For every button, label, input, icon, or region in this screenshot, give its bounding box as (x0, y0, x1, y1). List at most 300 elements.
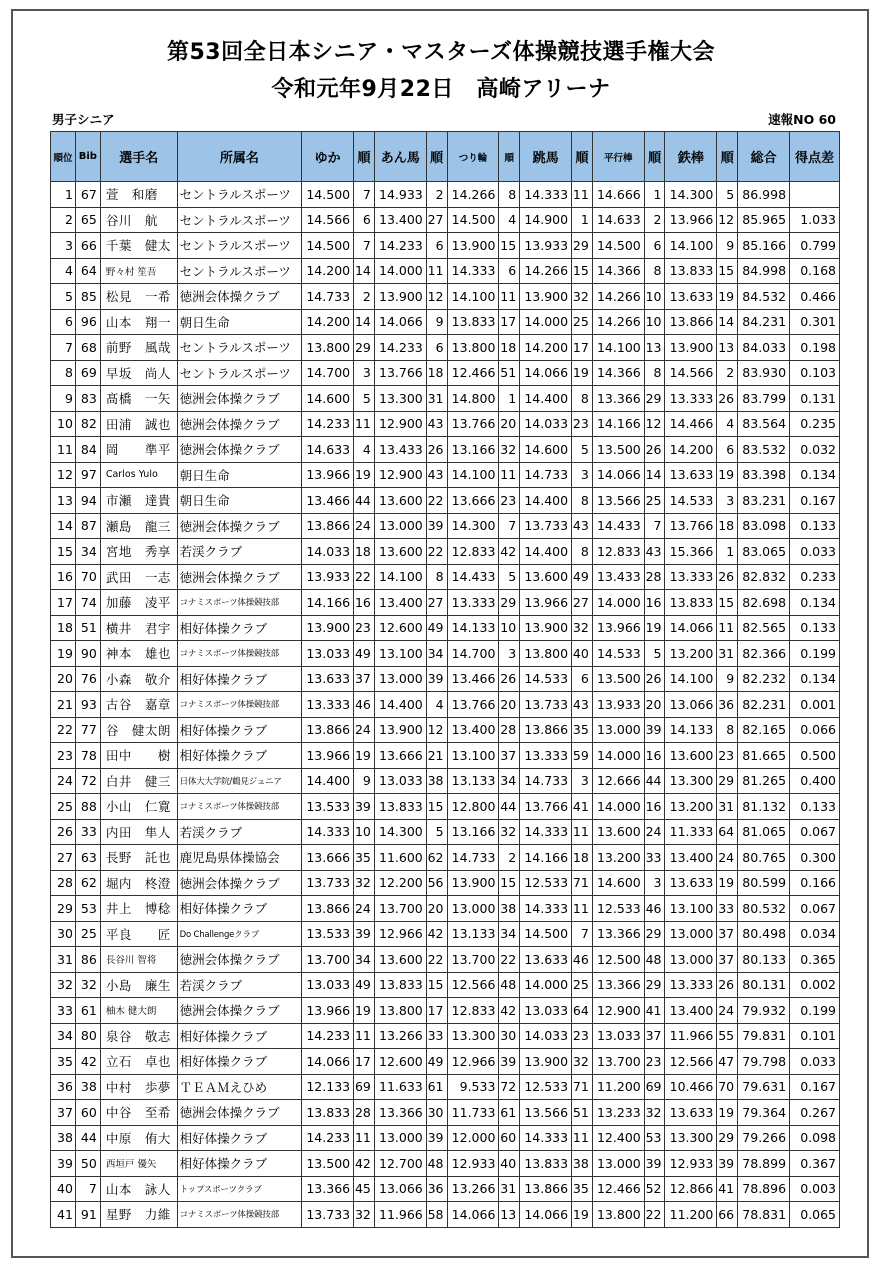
pbars-rank: 26 (644, 666, 665, 692)
pommel-score: 13.000 (374, 1125, 426, 1151)
hbar-score: 14.100 (665, 666, 717, 692)
rings-score: 12.566 (447, 972, 499, 998)
total-score: 83.231 (738, 488, 790, 514)
total-score: 82.366 (738, 641, 790, 667)
total-score: 86.998 (738, 182, 790, 208)
athlete-name: 谷川 航 (100, 207, 177, 233)
pbars-score: 13.500 (592, 437, 644, 463)
floor-score: 14.500 (302, 182, 354, 208)
bib-cell: 70 (75, 564, 100, 590)
pbars-rank: 8 (644, 258, 665, 284)
rings-rank: 20 (499, 411, 520, 437)
score-diff: 0.103 (790, 360, 840, 386)
rings-rank: 10 (499, 615, 520, 641)
athlete-name: 小山 仁寛 (100, 794, 177, 820)
pbars-score: 14.433 (592, 513, 644, 539)
table-row (51, 1151, 840, 1177)
bib-cell: 78 (75, 743, 100, 769)
hbar-score: 12.866 (665, 1176, 717, 1202)
team-name: 徳洲会体操クラブ (177, 564, 302, 590)
table-row (51, 590, 840, 616)
vault-score: 14.533 (520, 666, 572, 692)
athlete-name: 柚木 健大朗 (100, 998, 177, 1024)
pbars-rank: 33 (644, 845, 665, 871)
rings-score: 12.833 (447, 998, 499, 1024)
rank-cell: 13 (51, 488, 76, 514)
header-floor-rank: 順 (354, 132, 375, 182)
pbars-rank: 39 (644, 1151, 665, 1177)
rings-rank: 30 (499, 1023, 520, 1049)
rings-rank: 37 (499, 743, 520, 769)
score-diff: 0.033 (790, 1049, 840, 1075)
team-name: 徳洲会体操クラブ (177, 998, 302, 1024)
floor-score: 13.700 (302, 947, 354, 973)
table-row (51, 309, 840, 335)
vault-score: 12.533 (520, 870, 572, 896)
pbars-score: 13.233 (592, 1100, 644, 1126)
bib-cell: 82 (75, 411, 100, 437)
pommel-rank: 49 (426, 615, 447, 641)
pbars-score: 14.633 (592, 207, 644, 233)
vault-score: 14.000 (520, 309, 572, 335)
score-diff: 0.065 (790, 1202, 840, 1228)
rank-cell: 21 (51, 692, 76, 718)
athlete-name: 山本 翔一 (100, 309, 177, 335)
header-floor: ゆか (302, 132, 354, 182)
bib-cell: 77 (75, 717, 100, 743)
vault-score: 13.733 (520, 513, 572, 539)
rings-score: 13.766 (447, 411, 499, 437)
pommel-rank: 9 (426, 309, 447, 335)
floor-rank: 39 (354, 794, 375, 820)
rings-rank: 2 (499, 845, 520, 871)
pommel-score: 11.966 (374, 1202, 426, 1228)
vault-score: 13.866 (520, 717, 572, 743)
vault-rank: 11 (572, 896, 593, 922)
floor-score: 14.066 (302, 1049, 354, 1075)
pbars-score: 13.200 (592, 845, 644, 871)
pommel-score: 13.900 (374, 284, 426, 310)
athlete-name: 前野 風哉 (100, 335, 177, 361)
floor-rank: 11 (354, 1023, 375, 1049)
vault-score: 14.600 (520, 437, 572, 463)
pbars-score: 14.666 (592, 182, 644, 208)
rings-rank: 7 (499, 513, 520, 539)
floor-score: 13.866 (302, 513, 354, 539)
score-diff: 0.131 (790, 386, 840, 412)
rings-score: 12.466 (447, 360, 499, 386)
pbars-score: 11.200 (592, 1074, 644, 1100)
hbar-score: 13.633 (665, 462, 717, 488)
floor-score: 14.233 (302, 1023, 354, 1049)
rings-rank: 13 (499, 1202, 520, 1228)
pommel-rank: 11 (426, 258, 447, 284)
team-name: 徳洲会体操クラブ (177, 1100, 302, 1126)
total-score: 79.631 (738, 1074, 790, 1100)
bib-cell: 87 (75, 513, 100, 539)
floor-rank: 37 (354, 666, 375, 692)
athlete-name: 長野 託也 (100, 845, 177, 871)
pommel-rank: 21 (426, 743, 447, 769)
rank-cell: 34 (51, 1023, 76, 1049)
bib-cell: 33 (75, 819, 100, 845)
rings-score: 9.533 (447, 1074, 499, 1100)
team-name: 若渓クラブ (177, 539, 302, 565)
table-row (51, 360, 840, 386)
vault-rank: 19 (572, 1202, 593, 1228)
rank-cell: 37 (51, 1100, 76, 1126)
total-score: 79.266 (738, 1125, 790, 1151)
vault-score: 13.733 (520, 692, 572, 718)
hbar-rank: 36 (717, 692, 738, 718)
header-rank: 順位 (51, 132, 76, 182)
rank-cell: 40 (51, 1176, 76, 1202)
hbar-score: 13.200 (665, 641, 717, 667)
pommel-rank: 39 (426, 1125, 447, 1151)
total-score: 82.231 (738, 692, 790, 718)
pommel-rank: 39 (426, 513, 447, 539)
vault-rank: 27 (572, 590, 593, 616)
vault-score: 14.166 (520, 845, 572, 871)
rings-score: 12.833 (447, 539, 499, 565)
floor-rank: 69 (354, 1074, 375, 1100)
athlete-name: 泉谷 敬志 (100, 1023, 177, 1049)
floor-rank: 32 (354, 870, 375, 896)
score-diff: 0.235 (790, 411, 840, 437)
athlete-name: 中村 歩夢 (100, 1074, 177, 1100)
rings-score: 13.133 (447, 921, 499, 947)
floor-rank: 29 (354, 335, 375, 361)
rings-rank: 11 (499, 284, 520, 310)
rings-rank: 32 (499, 437, 520, 463)
rings-score: 13.300 (447, 1023, 499, 1049)
pbars-score: 13.033 (592, 1023, 644, 1049)
total-score: 84.033 (738, 335, 790, 361)
bib-cell: 66 (75, 233, 100, 259)
event-date-venue: 令和元年9月22日 高崎アリーナ (271, 77, 611, 102)
vault-score: 14.733 (520, 768, 572, 794)
floor-score: 13.033 (302, 972, 354, 998)
score-diff: 0.133 (790, 615, 840, 641)
rank-cell: 26 (51, 819, 76, 845)
hbar-score: 14.066 (665, 615, 717, 641)
rings-score: 14.100 (447, 462, 499, 488)
rings-rank: 15 (499, 233, 520, 259)
pbars-score: 13.800 (592, 1202, 644, 1228)
floor-rank: 44 (354, 488, 375, 514)
hbar-rank: 9 (717, 233, 738, 259)
vault-score: 13.933 (520, 233, 572, 259)
pommel-rank: 27 (426, 207, 447, 233)
bib-cell: 53 (75, 896, 100, 922)
pommel-rank: 6 (426, 335, 447, 361)
bib-cell: 74 (75, 590, 100, 616)
pommel-rank: 42 (426, 921, 447, 947)
hbar-score: 14.100 (665, 233, 717, 259)
pommel-rank: 38 (426, 768, 447, 794)
pommel-rank: 15 (426, 794, 447, 820)
score-diff: 0.198 (790, 335, 840, 361)
header-team: 所属名 (177, 132, 302, 182)
floor-score: 13.966 (302, 998, 354, 1024)
rings-score: 13.166 (447, 819, 499, 845)
bib-cell: 69 (75, 360, 100, 386)
floor-rank: 19 (354, 462, 375, 488)
rings-score: 14.800 (447, 386, 499, 412)
hbar-score: 13.833 (665, 258, 717, 284)
score-diff: 0.034 (790, 921, 840, 947)
pommel-rank: 12 (426, 717, 447, 743)
rings-rank: 23 (499, 488, 520, 514)
vault-rank: 32 (572, 1049, 593, 1075)
floor-score: 14.200 (302, 309, 354, 335)
bib-cell: 76 (75, 666, 100, 692)
pommel-rank: 39 (426, 666, 447, 692)
athlete-name: 中原 侑大 (100, 1125, 177, 1151)
hbar-score: 13.833 (665, 590, 717, 616)
athlete-name: 武田 一志 (100, 564, 177, 590)
vault-rank: 43 (572, 513, 593, 539)
bib-cell: 42 (75, 1049, 100, 1075)
score-diff: 0.168 (790, 258, 840, 284)
team-name: 徳洲会体操クラブ (177, 870, 302, 896)
team-name: 相好体操クラブ (177, 896, 302, 922)
vault-score: 13.766 (520, 794, 572, 820)
table-row (51, 1125, 840, 1151)
hbar-rank: 13 (717, 335, 738, 361)
header-pbars-rank: 順 (644, 132, 665, 182)
rank-cell: 8 (51, 360, 76, 386)
header-vault: 跳馬 (520, 132, 572, 182)
floor-score: 14.500 (302, 233, 354, 259)
pbars-score: 13.000 (592, 717, 644, 743)
vault-score: 14.033 (520, 411, 572, 437)
rings-score: 13.000 (447, 896, 499, 922)
pommel-score: 12.900 (374, 462, 426, 488)
pommel-score: 13.600 (374, 488, 426, 514)
athlete-name: 瀬島 龍三 (100, 513, 177, 539)
hbar-rank: 11 (717, 615, 738, 641)
vault-rank: 25 (572, 972, 593, 998)
bib-cell: 86 (75, 947, 100, 973)
pbars-rank: 41 (644, 998, 665, 1024)
pbars-score: 13.366 (592, 972, 644, 998)
pommel-rank: 20 (426, 896, 447, 922)
bib-cell: 97 (75, 462, 100, 488)
category-label: 男子シニア (52, 112, 115, 127)
pommel-rank: 6 (426, 233, 447, 259)
pommel-score: 13.666 (374, 743, 426, 769)
team-name: 若渓クラブ (177, 819, 302, 845)
athlete-name: 井上 博稔 (100, 896, 177, 922)
athlete-name: 田浦 誠也 (100, 411, 177, 437)
score-diff: 0.167 (790, 1074, 840, 1100)
hbar-score: 11.200 (665, 1202, 717, 1228)
pbars-score: 13.933 (592, 692, 644, 718)
team-name: 徳洲会体操クラブ (177, 411, 302, 437)
total-score: 85.965 (738, 207, 790, 233)
floor-rank: 6 (354, 207, 375, 233)
rings-rank: 28 (499, 717, 520, 743)
score-diff: 0.133 (790, 513, 840, 539)
bib-cell: 25 (75, 921, 100, 947)
bib-cell: 61 (75, 998, 100, 1024)
hbar-rank: 29 (717, 1125, 738, 1151)
pbars-score: 13.966 (592, 615, 644, 641)
header-rings-rank: 順 (499, 132, 520, 182)
pbars-rank: 23 (644, 1049, 665, 1075)
team-name: 相好体操クラブ (177, 666, 302, 692)
rings-score: 12.933 (447, 1151, 499, 1177)
rank-cell: 38 (51, 1125, 76, 1151)
hbar-rank: 31 (717, 794, 738, 820)
bib-cell: 91 (75, 1202, 100, 1228)
total-score: 82.832 (738, 564, 790, 590)
pommel-score: 13.600 (374, 539, 426, 565)
hbar-rank: 24 (717, 998, 738, 1024)
score-diff: 0.466 (790, 284, 840, 310)
pbars-rank: 10 (644, 284, 665, 310)
vault-rank: 64 (572, 998, 593, 1024)
pommel-rank: 22 (426, 947, 447, 973)
floor-rank: 10 (354, 819, 375, 845)
rings-score: 13.400 (447, 717, 499, 743)
pbars-score: 14.366 (592, 360, 644, 386)
hbar-rank: 64 (717, 819, 738, 845)
floor-score: 14.166 (302, 590, 354, 616)
table-row (51, 972, 840, 998)
pommel-score: 13.266 (374, 1023, 426, 1049)
athlete-name: 千葉 健太 (100, 233, 177, 259)
hbar-score: 13.400 (665, 845, 717, 871)
bib-cell: 62 (75, 870, 100, 896)
pommel-score: 13.033 (374, 768, 426, 794)
vault-score: 14.500 (520, 921, 572, 947)
rings-score: 13.700 (447, 947, 499, 973)
pbars-rank: 32 (644, 1100, 665, 1126)
score-diff: 0.101 (790, 1023, 840, 1049)
score-diff: 0.003 (790, 1176, 840, 1202)
rank-cell: 33 (51, 998, 76, 1024)
athlete-name: 市瀬 達貴 (100, 488, 177, 514)
header-vault-rank: 順 (572, 132, 593, 182)
hbar-score: 10.466 (665, 1074, 717, 1100)
pommel-rank: 5 (426, 819, 447, 845)
floor-rank: 3 (354, 360, 375, 386)
vault-score: 13.600 (520, 564, 572, 590)
team-name: トップスポーツクラブ (177, 1176, 302, 1202)
header-pommel: あん馬 (374, 132, 426, 182)
rank-cell: 24 (51, 768, 76, 794)
floor-rank: 34 (354, 947, 375, 973)
pommel-rank: 48 (426, 1151, 447, 1177)
score-diff: 0.134 (790, 590, 840, 616)
pommel-score: 13.766 (374, 360, 426, 386)
team-name: Do Challengeクラブ (177, 921, 302, 947)
pbars-rank: 16 (644, 794, 665, 820)
pbars-rank: 26 (644, 437, 665, 463)
team-name: セントラルスポーツ (177, 335, 302, 361)
total-score: 80.599 (738, 870, 790, 896)
pbars-score: 12.466 (592, 1176, 644, 1202)
vault-score: 14.333 (520, 1125, 572, 1151)
vault-score: 13.333 (520, 743, 572, 769)
bulletin-number: 速報NO 60 (768, 112, 836, 127)
rank-cell: 19 (51, 641, 76, 667)
floor-rank: 11 (354, 411, 375, 437)
table-row (51, 921, 840, 947)
pbars-rank: 48 (644, 947, 665, 973)
rings-score: 13.766 (447, 692, 499, 718)
score-diff: 0.134 (790, 666, 840, 692)
pommel-rank: 56 (426, 870, 447, 896)
athlete-name: 横井 君宇 (100, 615, 177, 641)
total-score: 84.998 (738, 258, 790, 284)
rings-rank: 34 (499, 768, 520, 794)
pbars-rank: 24 (644, 819, 665, 845)
rank-cell: 4 (51, 258, 76, 284)
pbars-rank: 16 (644, 590, 665, 616)
athlete-name: 岡 準平 (100, 437, 177, 463)
floor-score: 13.333 (302, 692, 354, 718)
pbars-score: 12.400 (592, 1125, 644, 1151)
floor-score: 13.733 (302, 870, 354, 896)
rings-score: 14.066 (447, 1202, 499, 1228)
hbar-rank: 12 (717, 207, 738, 233)
bib-cell: 93 (75, 692, 100, 718)
rank-cell: 14 (51, 513, 76, 539)
table-row (51, 207, 840, 233)
rings-score: 14.700 (447, 641, 499, 667)
results-table (50, 131, 840, 1228)
floor-score: 14.333 (302, 819, 354, 845)
pbars-score: 12.900 (592, 998, 644, 1024)
pbars-score: 14.066 (592, 462, 644, 488)
athlete-name: Carlos Yulo (100, 462, 177, 488)
athlete-name: 野々村 笙吾 (100, 258, 177, 284)
rank-cell: 31 (51, 947, 76, 973)
team-name: セントラルスポーツ (177, 233, 302, 259)
pommel-rank: 61 (426, 1074, 447, 1100)
hbar-score: 13.000 (665, 947, 717, 973)
rings-score: 14.500 (447, 207, 499, 233)
vault-score: 14.400 (520, 488, 572, 514)
team-name: コナミスポーツ体操競技部 (177, 692, 302, 718)
table-row (51, 615, 840, 641)
team-name: 日体大大学院/鶴見ジュニア (177, 768, 302, 794)
hbar-score: 13.300 (665, 768, 717, 794)
rank-cell: 28 (51, 870, 76, 896)
team-name: セントラルスポーツ (177, 360, 302, 386)
total-score: 83.098 (738, 513, 790, 539)
pommel-rank: 49 (426, 1049, 447, 1075)
pommel-score: 14.233 (374, 233, 426, 259)
rank-cell: 1 (51, 182, 76, 208)
hbar-rank: 39 (717, 1151, 738, 1177)
score-diff: 0.500 (790, 743, 840, 769)
hbar-score: 15.366 (665, 539, 717, 565)
vault-rank: 25 (572, 309, 593, 335)
rank-cell: 32 (51, 972, 76, 998)
rings-rank: 11 (499, 462, 520, 488)
score-diff: 0.066 (790, 717, 840, 743)
vault-score: 14.000 (520, 972, 572, 998)
vault-rank: 40 (572, 641, 593, 667)
pbars-rank: 52 (644, 1176, 665, 1202)
bib-cell: 94 (75, 488, 100, 514)
hbar-rank: 24 (717, 845, 738, 871)
hbar-rank: 5 (717, 182, 738, 208)
